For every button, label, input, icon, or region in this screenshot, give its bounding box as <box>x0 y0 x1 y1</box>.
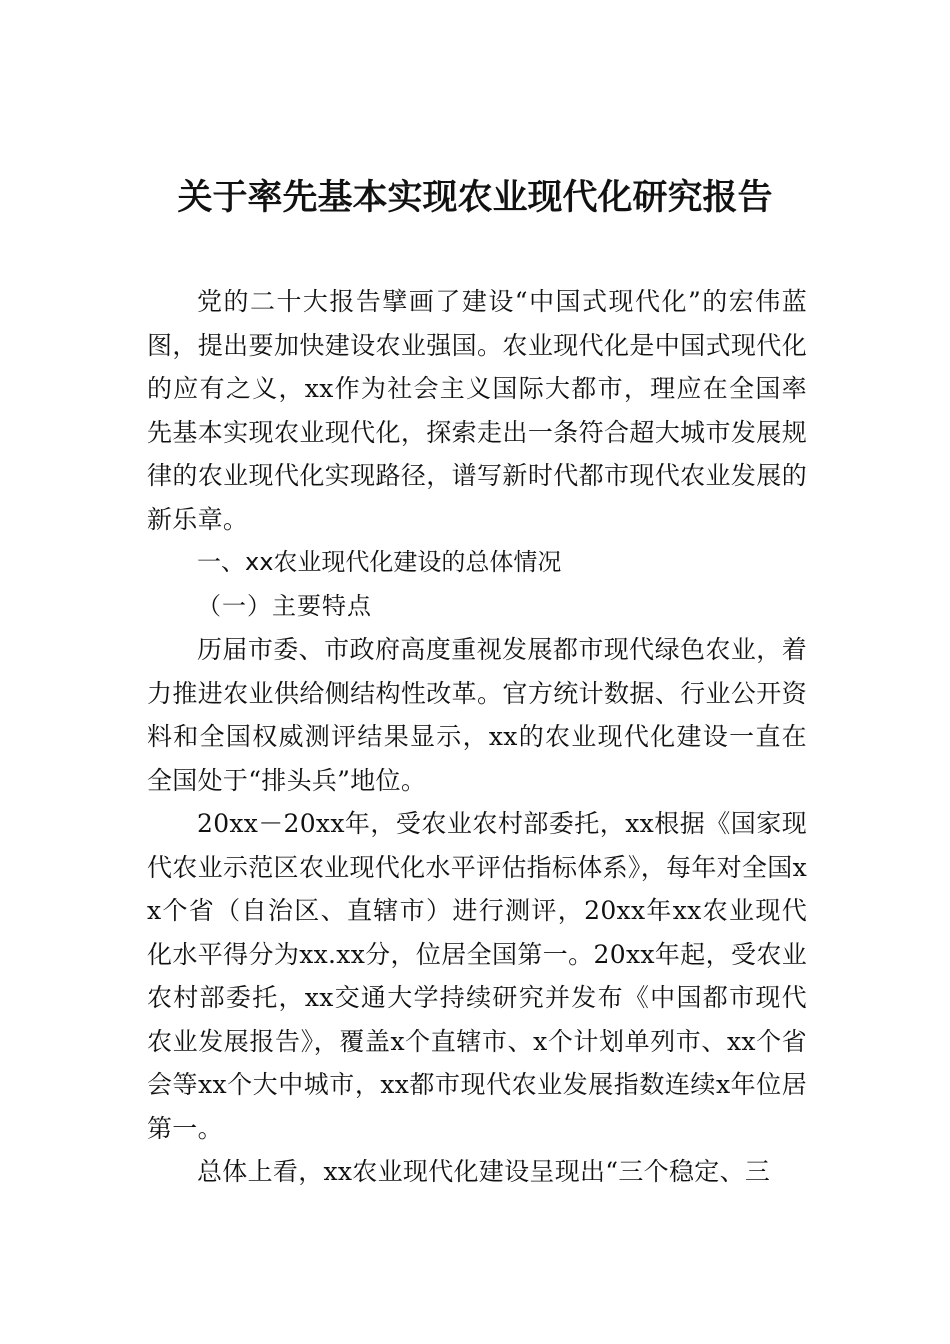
intro-paragraph: 党的二十大报告擘画了建设“中国式现代化”的宏伟蓝图，提出要加快建设农业强国。农业现代化是中国式现代化的应有之义，xx作为社会主义国际大都市，理应在全国率先基本实现农业现代化，探索走出一条符合超大城市发展规律的农业现代化实现路径，谱写新时代都市现代农业发展的新乐章。 <box>147 287 807 534</box>
body-paragraph: 总体上看，xx农业现代化建设呈现出“三个稳定、三 <box>197 1157 771 1186</box>
section-heading-1: 一、xx农业现代化建设的总体情况 <box>197 548 562 576</box>
body-paragraph: 20xx－20xx年，受农业农村部委托，xx根据《国家现代农业示范区农业现代化水平评估指标体系》，每年对全国xx个省（自治区、直辖市）进行测评，20xx年xx农业现代化水平得分为xx.xx分，位居全国第一。20xx年起，受农业农村部委托，xx交通大学持续研究并发布《中国都市现代农业发展报告》，覆盖x个直辖市、x个计划单列市、xx个省会等xx个大中城市，xx都市现代农业发展指数连续x年位居第一。 <box>147 809 807 1143</box>
document-body <box>147 280 807 1194</box>
body-paragraph: 历届市委、市政府高度重视发展都市现代绿色农业，着力推进农业供给侧结构性改革。官方统计数据、行业公开资料和全国权威测评结果显示，xx的农业现代化建设一直在全国处于“排头兵”地位。 <box>147 635 807 795</box>
document-title: 关于率先基本实现农业现代化研究报告 <box>177 178 773 218</box>
subsection-heading-1: （一）主要特点 <box>197 591 372 620</box>
